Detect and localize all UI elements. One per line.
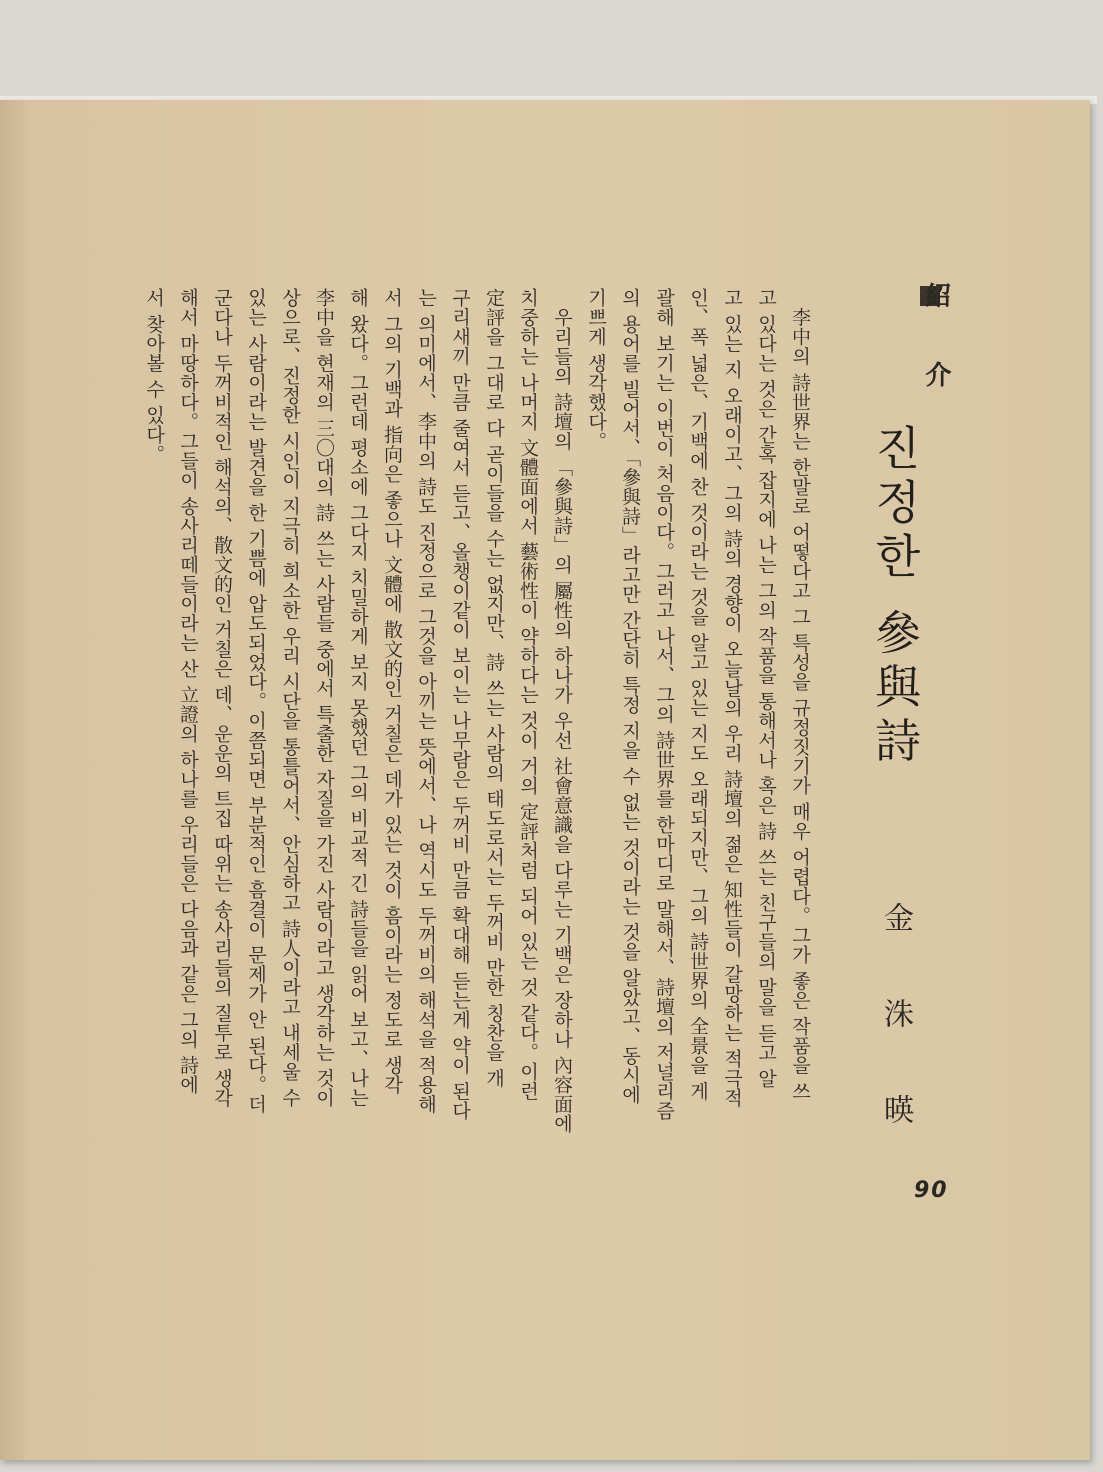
body-line: 李中을 현재의 三〇대의 詩 쓰는 사람들 중에서 특출한 자질을 가진 사람이라고 생각하는 것이	[313, 288, 335, 1108]
body-line: 있는 사람이라는 발견을 한 기쁨에 압도되었다。이쯤되면 부분적인 흠결이 문제가 안 된다。더	[245, 288, 267, 1114]
body-line: 고 있는 지 오래이고、그의 詩의 경향이 오늘날의 우리 詩壇의 젊은 知性들이 갈망하는 적극적	[721, 288, 743, 1108]
body-line: 定評을 그대로 다 곧이들을 수는 없지만、詩 쓰는 사람의 태도로서는 두꺼비 만한 칭찬을 개	[483, 288, 505, 1088]
article-body	[138, 288, 818, 1194]
body-line: 李中의 詩世界는 한말로 어떻다고 그 특성을 규정짓기가 매우 어렵다。그가 좋은 작품을 쓰	[789, 288, 811, 1101]
body-line: 우리들의 詩壇의 「參與詩」의 屬性의 하나가 우선 社會意識을 다루는 기백은 장하나 內容面에	[551, 288, 573, 1134]
page-number: 90	[914, 1178, 949, 1203]
body-line: 치중하는 나머지 文體面에서 藝術性이 약하다는 것이 거의 定評처럼 되어 있는 것 같다。이런	[517, 288, 539, 1101]
body-line: 기쁘게 생각했다。	[585, 288, 607, 451]
body-line: 괄해 보기는 이번이 처음이다。그러고 나서、그의 詩世界를 한마디로 말해서、詩壇의 저널리즘	[653, 288, 675, 1121]
body-line: 구리새끼 만큼 줄여서 듣고、올챙이같이 보이는 나무람은 두꺼비 만큼 확대해 듣는게 약이 된다	[449, 288, 471, 1121]
body-line: 고 있다는 것은 간혹 잡지에 나는 그의 작품을 통해서나 혹은 詩 쓰는 친구들의 말을 듣고 알	[755, 288, 777, 1089]
article-author: 金洙暎	[878, 902, 913, 1190]
body-line: 서 그의 기백과 指向은 좋으나 文體에 散文的인 거칠은 데가 있는 것이 흠이라는 정도로 생각	[381, 288, 403, 1095]
body-line: 인、폭 넓은、기백에 찬 것이라는 것을 알고 있는 지도 오래되지만、그의 詩世界의 全景을 게	[687, 288, 709, 1101]
body-line: 군다나 두꺼비적인 해석의、散文的인 거칠은 데、운운의 트집 따위는 송사리들의 질투로 생각	[211, 288, 233, 1108]
body-line: 상으로、진정한 시인이 지극히 희소한 우리 시단을 통틀어서、안심하고 詩人이라고 내세울 수	[279, 288, 301, 1108]
body-line: 해 왔다。그런데 평소에 그다지 치밀하게 보지 못했던 그의 비교적 긴 詩들을 읽어 보고、나는	[347, 288, 369, 1108]
body-line: 의 용어를 빌어서、「參與詩」라고만 간단히 특정 지을 수 없는 것이라는 것을 알았고、동시에	[619, 288, 641, 1105]
body-line: 해서 마땅하다。그들이 송사리떼들이라는 산 立證의 하나를 우리들은 다음과 같은 그의 詩에	[177, 288, 199, 1095]
body-line: 서 찾아볼 수 있다。	[143, 288, 165, 464]
article-title: 진정한 參與詩	[868, 424, 922, 771]
section-rubric: 紹 介	[921, 282, 951, 410]
body-line: 는 의미에서、李中의 詩도 진정으로 그것을 아끼는 뜻에서、나 역시도 두꺼비의 해석을 적용해	[415, 288, 437, 1114]
